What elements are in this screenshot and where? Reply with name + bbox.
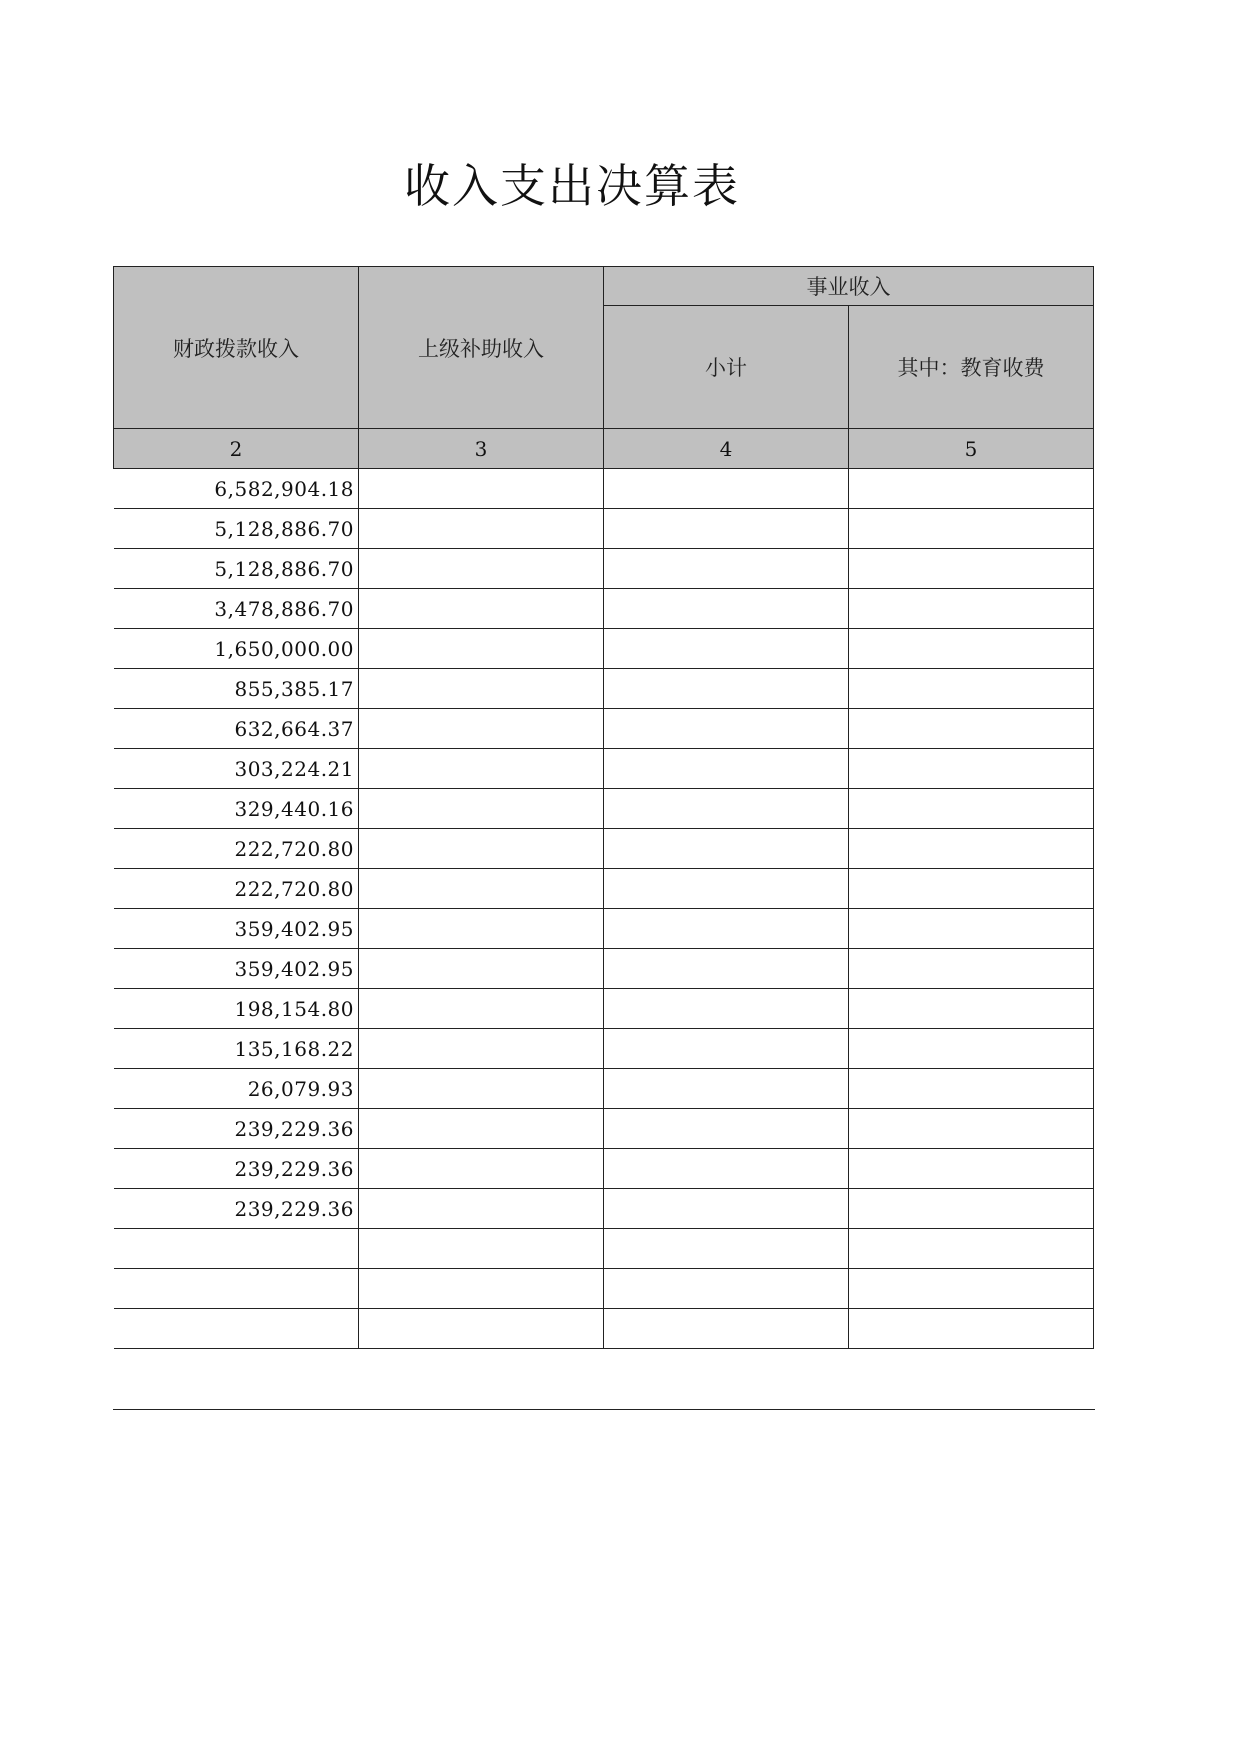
table-cell [849, 949, 1094, 989]
table-cell [604, 749, 849, 789]
table-cell [359, 1269, 604, 1309]
table-row [114, 1109, 1094, 1149]
table-cell [359, 1229, 604, 1269]
table-cell [359, 1189, 604, 1229]
table-cell [849, 749, 1094, 789]
table-cell [849, 549, 1094, 589]
table-cell: 303,224.21 [114, 749, 359, 789]
table-cell: 5,128,886.70 [114, 509, 359, 549]
table-cell: 5,128,886.70 [114, 549, 359, 589]
header-education-fees: 其中：教育收费 [849, 306, 1094, 429]
table-cell [604, 1309, 849, 1349]
table-row [114, 509, 1094, 549]
page-title: 收入支出决算表 [404, 159, 740, 213]
table-cell [359, 1149, 604, 1189]
table-cell [849, 469, 1094, 509]
table-row [114, 949, 1094, 989]
table-cell [604, 1269, 849, 1309]
table-cell [849, 629, 1094, 669]
table-cell [849, 1309, 1094, 1349]
table-cell [359, 549, 604, 589]
table-cell [849, 1189, 1094, 1229]
table-cell [604, 1029, 849, 1069]
table-cell [849, 1109, 1094, 1149]
table-cell [604, 1229, 849, 1269]
table-row [114, 1189, 1094, 1229]
table-cell [359, 629, 604, 669]
table-cell: 239,229.36 [114, 1149, 359, 1189]
table-row [114, 789, 1094, 829]
table-cell: 1,650,000.00 [114, 629, 359, 669]
table-row [114, 829, 1094, 869]
table-cell: 3,478,886.70 [114, 589, 359, 629]
table-cell [604, 469, 849, 509]
table-row [114, 909, 1094, 949]
table-row [114, 669, 1094, 709]
table-cell [849, 1149, 1094, 1189]
table-cell [359, 789, 604, 829]
table-cell [849, 789, 1094, 829]
table-cell [114, 1269, 359, 1309]
table-cell [604, 549, 849, 589]
table-row [114, 1149, 1094, 1189]
table-cell: 6,582,904.18 [114, 469, 359, 509]
table-cell [359, 749, 604, 789]
table-cell [604, 829, 849, 869]
table-cell [114, 1229, 359, 1269]
table-row [114, 1229, 1094, 1269]
table-cell [604, 949, 849, 989]
table-cell [849, 1069, 1094, 1109]
table-cell: 135,168.22 [114, 1029, 359, 1069]
table-cell [359, 1069, 604, 1109]
table-row [114, 469, 1094, 509]
table-cell [849, 869, 1094, 909]
table-cell [359, 949, 604, 989]
table-cell: 359,402.95 [114, 909, 359, 949]
table-cell [604, 589, 849, 629]
table-cell: 239,229.36 [114, 1189, 359, 1229]
table-cell: 222,720.80 [114, 829, 359, 869]
table-cell [359, 1109, 604, 1149]
table-row [114, 749, 1094, 789]
column-number: 3 [359, 429, 604, 469]
table-cell: 855,385.17 [114, 669, 359, 709]
header-subtotal: 小计 [604, 306, 849, 429]
table-cell: 26,079.93 [114, 1069, 359, 1109]
table-cell [359, 709, 604, 749]
table-row [114, 1269, 1094, 1309]
table-cell [604, 869, 849, 909]
column-number: 2 [114, 429, 359, 469]
table-row [114, 1029, 1094, 1069]
table-row [114, 629, 1094, 669]
table-cell [359, 469, 604, 509]
column-number: 5 [849, 429, 1094, 469]
table-row [114, 589, 1094, 629]
table-cell [849, 1269, 1094, 1309]
table-cell [359, 1029, 604, 1069]
table-cell [359, 829, 604, 869]
table-cell [849, 989, 1094, 1029]
table-cell [604, 509, 849, 549]
table-cell [359, 989, 604, 1029]
table-cell [849, 909, 1094, 949]
table-cell: 329,440.16 [114, 789, 359, 829]
table-cell [604, 1069, 849, 1109]
header-business-income-group: 事业收入 [604, 267, 1094, 306]
table-cell [604, 789, 849, 829]
table-cell [359, 869, 604, 909]
table-cell [359, 909, 604, 949]
table-row [114, 869, 1094, 909]
table-cell [359, 1309, 604, 1349]
table-cell [849, 829, 1094, 869]
table-cell [604, 989, 849, 1029]
header-fiscal-appropriation: 财政拨款收入 [114, 267, 359, 429]
income-expenditure-table [113, 266, 1094, 1349]
table-cell [849, 709, 1094, 749]
table-cell [849, 509, 1094, 549]
table-cell [359, 509, 604, 549]
table-cell [114, 1309, 359, 1349]
table-cell [359, 589, 604, 629]
table-cell [604, 629, 849, 669]
footer-rule [113, 1409, 1095, 1410]
table-row [114, 989, 1094, 1029]
column-number: 4 [604, 429, 849, 469]
table-cell [604, 909, 849, 949]
table-row [114, 709, 1094, 749]
table-cell: 222,720.80 [114, 869, 359, 909]
table-cell: 239,229.36 [114, 1109, 359, 1149]
table-cell [604, 709, 849, 749]
table-row [114, 549, 1094, 589]
table-cell: 198,154.80 [114, 989, 359, 1029]
table-cell [849, 669, 1094, 709]
table-cell: 632,664.37 [114, 709, 359, 749]
table-cell [849, 1229, 1094, 1269]
table-cell [604, 1109, 849, 1149]
table-row [114, 1069, 1094, 1109]
table-cell [849, 589, 1094, 629]
table-cell: 359,402.95 [114, 949, 359, 989]
table-row [114, 1309, 1094, 1349]
header-superior-subsidy: 上级补助收入 [359, 267, 604, 429]
table-cell [849, 1029, 1094, 1069]
table-cell [604, 1149, 849, 1189]
table-cell [604, 1189, 849, 1229]
table-cell [359, 669, 604, 709]
table-cell [604, 669, 849, 709]
